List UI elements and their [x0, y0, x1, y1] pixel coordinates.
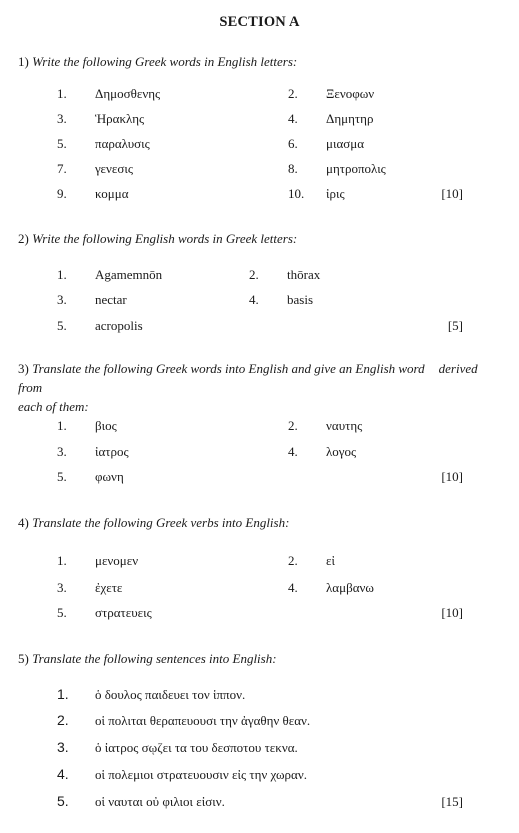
item-word: λογος [326, 444, 357, 459]
item-number: 5. [57, 469, 67, 484]
item-number: 4. [57, 766, 69, 782]
item-word: basis [287, 292, 313, 307]
item-number: 2. [288, 553, 298, 568]
item-word: φωνη [95, 469, 124, 484]
item-word: μιασμα [326, 136, 365, 151]
marks-label: [15] [441, 794, 463, 809]
question-text: Translate the following sentences into English: [32, 651, 277, 666]
item-number: 3. [57, 580, 67, 595]
item-number: 8. [288, 161, 298, 176]
sentence: οἱ πολεμιοι στρατευουσιν εἰς την χωραν. [95, 767, 307, 782]
item-number: 9. [57, 186, 67, 201]
item-number: 10. [288, 186, 305, 201]
question-3-prompt [18, 359, 498, 416]
item-number: 5. [57, 136, 67, 151]
item-number: 2. [288, 86, 298, 101]
question-text: each of them: [18, 399, 89, 414]
question-number: 2) [18, 231, 29, 246]
marks-label: [10] [441, 605, 463, 620]
item-word: στρατευεις [95, 605, 152, 620]
item-number: 1. [57, 686, 69, 702]
item-number: 4. [249, 292, 259, 307]
item-word: ναυτης [326, 418, 363, 433]
section-title: SECTION A [219, 14, 300, 30]
question-text: Write the following Greek words in English letters: [32, 54, 298, 69]
item-number: 2. [249, 267, 259, 282]
question-5-prompt [18, 649, 498, 668]
item-number: 5. [57, 605, 67, 620]
sentence: οἱ πολιται θεραπευουσι την ἀγαθην θεαν. [95, 713, 311, 728]
question-4-prompt [18, 513, 498, 532]
question-text: Write the following English words in Greek letters: [32, 231, 298, 246]
item-word: ἐχετε [95, 580, 123, 595]
item-word: μενομεν [95, 553, 139, 568]
sentence: ὁ ἰατρος σῳζει τα του δεσποτου τεκνα. [95, 740, 298, 755]
item-number: 1. [57, 267, 67, 282]
item-number: 4. [288, 444, 298, 459]
marks-label: [10] [441, 469, 463, 484]
marks-label: [10] [441, 186, 463, 201]
item-word: nectar [95, 292, 127, 307]
question-text: derived from [18, 361, 478, 395]
marks-label: [5] [447, 318, 463, 333]
item-number: 5. [57, 318, 67, 333]
item-word: λαμβανω [326, 580, 374, 595]
item-word: μητροπολις [326, 161, 386, 176]
item-word: thōrax [287, 267, 321, 282]
item-number: 7. [57, 161, 67, 176]
item-word: κομμα [95, 186, 129, 201]
item-number: 2. [57, 712, 69, 728]
item-word: βιος [95, 418, 117, 433]
item-number: 5. [57, 793, 69, 809]
item-number: 3. [57, 444, 67, 459]
question-2-prompt [18, 229, 498, 248]
question-number: 4) [18, 515, 29, 530]
item-word: ἰρις [326, 186, 345, 201]
item-word: Ξενοφων [326, 86, 375, 101]
item-number: 4. [288, 111, 298, 126]
item-number: 6. [288, 136, 298, 151]
item-word: Agamemnōn [95, 267, 163, 282]
question-text: Translate the following Greek verbs into English: [32, 515, 290, 530]
question-number: 5) [18, 651, 29, 666]
item-word: παραλυσις [95, 136, 150, 151]
item-number: 3. [57, 292, 67, 307]
sentence: ὁ δουλος παιδευει τον ἱππον. [95, 687, 246, 702]
item-number: 3. [57, 739, 69, 755]
item-number: 3. [57, 111, 67, 126]
item-number: 2. [288, 418, 298, 433]
item-word: Δημητηρ [326, 111, 374, 126]
item-number: 1. [57, 553, 67, 568]
item-word: εἰ [326, 553, 335, 568]
question-1-prompt [18, 52, 498, 71]
item-word: acropolis [95, 318, 143, 333]
item-word: γενεσις [95, 161, 133, 176]
item-word: ἰατρος [95, 444, 129, 459]
item-word: Ἡρακλης [95, 111, 145, 126]
question-number: 3) [18, 361, 29, 376]
sentence: οἱ ναυται οὐ φιλιοι εἰσιν. [95, 794, 225, 809]
item-number: 1. [57, 418, 67, 433]
question-text: Translate the following Greek words into English and give an English word [32, 361, 425, 376]
item-word: Δημοσθενης [95, 86, 161, 101]
item-number: 4. [288, 580, 298, 595]
item-number: 1. [57, 86, 67, 101]
question-number: 1) [18, 54, 29, 69]
